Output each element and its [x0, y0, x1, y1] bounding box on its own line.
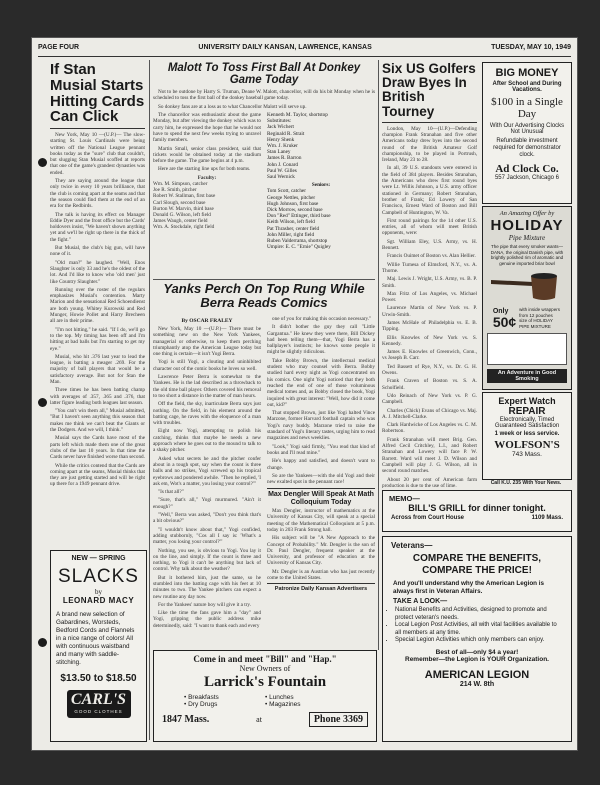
- ad-larricks-phone: Phone 3369: [309, 712, 368, 727]
- ad-bigmoney-sub: After School and During Vacations.: [492, 81, 562, 93]
- ad-watch-store: WOLFSON'S: [494, 439, 560, 451]
- article-golfers-text: [382, 126, 477, 489]
- column-golfers: [382, 61, 477, 489]
- ad-bills-grill: [382, 490, 572, 532]
- lineup-entry: Reginald R. Strait: [267, 130, 305, 137]
- ad-bigmoney-clocks: With Our Advertising Clocks Not Unusual: [489, 123, 565, 135]
- paragraph: For the Yankees' nature boy will give it a try.: [158, 601, 251, 608]
- ad-slacks-brand: LEONARD MACY: [62, 596, 135, 605]
- headline-malott: Malott To Toss First Ball At Donkey Game Today: [167, 62, 361, 87]
- ad-watch-line2: Guaranteed Satisfaction: [494, 423, 560, 429]
- pairing-entry: Clark Hardwicke of Los Angeles vs. C. M. Robertson.: [382, 422, 477, 435]
- ad-legion-address: 214 W. 8th: [459, 680, 495, 688]
- faculty-lineup: [153, 181, 261, 231]
- paragraph: Max Dengler, instructor of mathematics at the University of Kansas City, will speak at a special meeting of the Mathematical Colloquium at 5 p.m. today in 203 Frank Strong hall.: [267, 508, 375, 533]
- ad-legion-price: Best of all—only $4 a year!: [435, 648, 519, 656]
- ad-bills-memo: MEMO—: [389, 494, 420, 503]
- lineup-entry: Wm. A. Stockdale, right field: [153, 224, 215, 231]
- ad-bigmoney-company: Ad Clock Co.: [495, 163, 559, 175]
- ad-larricks-at: at: [256, 715, 262, 724]
- ad-legion-take-a-look: TAKE A LOOK—: [393, 598, 448, 605]
- lineup-entry: Wm. J. Kruker: [267, 143, 298, 150]
- ad-bills-title: BILL'S GRILL for dinner tonight.: [408, 503, 546, 513]
- lineup-entry: Hugh Johnson, first base: [267, 200, 319, 207]
- lineup-entry: Keith Wilson, left field: [267, 219, 315, 226]
- pairing-entry: Max Fritz of Los Angeles, vs. Michael Power.: [382, 290, 477, 304]
- byline: By OSCAR FRALEY: [181, 318, 233, 324]
- header-page-number: PAGE FOUR: [38, 44, 80, 51]
- paragraph: Musial, who hit .376 last year to lead the league, is batting a meager .269. For the majority of ball players that would be a satisfactory average. But not for Stan the Man.: [50, 353, 145, 385]
- paragraph: "I wouldn't know about that," Yogi confided, adding stubbornly, "Cos all I say is: 'What's a matter, you losing your control?'": [153, 526, 261, 546]
- paragraph: Lawrence Peter Berra is somewhat to the Yankees. He is the lad described as a throwback to the old time ball player. Others covered his removal to too short a distance in the matter of man hours.: [153, 374, 261, 399]
- article-yanks-continued: [267, 316, 375, 485]
- lineup-entry: Stan Laney: [267, 149, 291, 156]
- headline-musial: If Stan Musial Starts Hitting Cards Can Click: [50, 62, 145, 129]
- paragraph: Not to be outdone by Harry S. Truman, Deane W. Malott, chancellor, will do his bit Monday when he is scheduled to toss the first ball of the donkey baseball game today.: [153, 89, 375, 102]
- ad-bigmoney-amount: $100 in a Single Day: [491, 96, 563, 120]
- article-musial: [50, 132, 145, 488]
- paragraph: So are the Yankees—with the old Yogi and their new exalted spot in the pennant race!: [267, 472, 375, 486]
- ad-legion-benefits: [395, 607, 563, 645]
- paragraph: "Sure, that's all," Yogi murmured. "Ain't it enough?": [153, 497, 261, 510]
- paragraph: Like the time the fans gave him a "day" and Yogi, gripping the public address mike determinedly, said: "I want to thank each and every: [153, 610, 261, 629]
- section-rule: [153, 279, 375, 280]
- paragraph: Off the field, the sky, inarticulate Berra says just nothing. On the field, in his element around the batting cage, he raves with the eloquence of a man with troubles.: [153, 401, 261, 427]
- paragraph: Running over the roster of the regulars emphasizes Musial's contention. Marty Marion and the sensational Red Schoendienst are both young. Whitey Kurowski and Red Munger, Howie Pollet and Harry Brecheen all are in their prime.: [50, 286, 145, 325]
- fountain-item: • Dry Drugs: [184, 701, 218, 708]
- ad-slacks-by: by: [95, 588, 102, 596]
- seniors-lineup: [267, 188, 375, 250]
- article-dengler-text: [267, 508, 375, 581]
- paragraph: "Old man?" he laughed. "Well, Enos Slaughter is only 33 and he's the oldest of the lot. And I'd like to know who 'old men' just like Country Slaughter.": [50, 259, 145, 285]
- ad-watch-title: Expert Watch: [498, 396, 556, 406]
- ad-holiday-only: Only: [492, 307, 509, 315]
- headline-yanks: Yanks Perch On Top Rung While Berra Reads Comics: [163, 281, 365, 310]
- article-malott-col-b: [267, 112, 375, 250]
- patronize-notice: Patronize Daily Kansan Advertisers: [267, 583, 375, 592]
- binder-hole: [38, 398, 47, 407]
- ad-larricks-address: 1847 Mass.: [162, 714, 210, 725]
- ad-legion-greeting: Veterans—: [391, 541, 433, 550]
- fountain-item: • Magazines: [265, 701, 301, 708]
- paragraph: His subject will be "A New Approach to the Concept of Probability." Mr. Dengler is the son of Dr. Paul Dengler, frequent speaker at the University, and professor of education at the University of Kansas City.: [267, 535, 375, 567]
- pairing-entry: James McHale of Philadelphia vs. E. B. Tipping.: [382, 320, 477, 333]
- ad-legion-reminder: Remember—the Legion is YOUR Organization.: [405, 655, 549, 663]
- ad-larricks-owners: New Owners of: [239, 664, 291, 673]
- headline-dengler: Max Dengler Will Speak At Math Colloquium Today: [268, 491, 374, 506]
- ad-bills-location: Across from Court House: [391, 515, 465, 521]
- lineup-entry: Substitutes:: [267, 118, 292, 125]
- column-rule: [149, 60, 150, 740]
- ad-larricks-name: Larrick's Fountain: [203, 674, 327, 690]
- ad-big-money: [482, 62, 572, 204]
- ad-holiday-terms: with inside wrappers from 12 pouches size of HOLIDAY PIPE MIXTURE: [519, 307, 560, 329]
- ad-slacks-price: $13.50 to $18.50: [60, 673, 137, 684]
- benefit-item: • Local Legion Post Activities, all with vital facilities available to all members at any time.: [395, 622, 563, 637]
- article-malott: [153, 62, 375, 277]
- ad-bigmoney-note: Refundable investment required for demonstrator clock.: [493, 138, 561, 158]
- pairing-entry: Frank Craven of Boston vs. S. A. Scholfield.: [382, 378, 477, 391]
- lineup-entry: Burton W. Marvin, third base: [153, 205, 214, 212]
- headline-golfers: Six US Golfers Draw Byes In British Tourney: [382, 62, 477, 123]
- lineup-entry: Henry Shenk: [267, 136, 295, 143]
- paragraph: The chancellor was enthusiastic about the game Monday, but after viewing the donkey which was to carry him, he expressed the hope that he would not have to spend the next few weeks trying to unravel family members.: [153, 112, 261, 144]
- ad-bills-footer: [391, 515, 563, 521]
- lineup-entry: Paul W. Gilles: [267, 167, 297, 174]
- ad-holiday-intro: An Amazing Offer by: [499, 210, 555, 217]
- paragraph: Here are the starting line ups for both teams.: [158, 166, 251, 173]
- paragraph: "Look," Yogi said firmly, "You read that kind of books and I'll read mine.": [267, 443, 375, 456]
- paragraph: About 20 per cent of American farm production is due to the use of lime.: [382, 476, 477, 489]
- coupon-box[interactable]: [487, 333, 567, 365]
- header-date: TUESDAY, MAY 10, 1949: [491, 44, 571, 51]
- article-yanks-text: [153, 326, 261, 629]
- paragraph: "Well," Berra was asked, "Don't you think that's a bit obvious?": [153, 512, 261, 525]
- ad-larricks-items: [184, 694, 346, 708]
- pairing-entry: James E. Knowles of Greenwich, Conn., vs Joseph B. Carr.: [382, 349, 477, 362]
- lineup-entry: John J. Conard: [267, 161, 298, 168]
- paragraph: It didn't bother the guy they call "Little Gargantua." He knew they were there, Bill Dickey had been telling them—that, Yogi Berra has a ballplayer's instincts; he knows some people it might be slightly ridiculous.: [267, 324, 375, 356]
- paragraph: The talk is having its effect on Manager Eddie Dyer and the front office but the Cards' holdovers insist, "We haven't shown anything yet and we'll be right up there in the thick of the fight.": [50, 211, 145, 243]
- paragraph: Asked what secrets he and the pitcher confer about in a tough spot, say when the count is three balls and no strikes, Yogi screwed up his tropical eyebrows and pondered awhile. "Then he replied, 'I ask em, Wot's a matter, you losing your control?'": [153, 455, 261, 487]
- paragraph: So donkey fans are at a loss as to what Chancellor Malott will serve up.: [158, 103, 307, 110]
- page-header: [38, 44, 571, 57]
- paragraph: In all, 39 U.S. standouts were entered in the field of 384 players. Besides Stranahan, the Americans who drew first round byes were Lt. Willis Johnson, a U.S. army officer stationed in Germany; Robert Stranahan, brother of Frank; Ed Lowery of San Francisco, Ernest Ward of Boston and Bill Campbell of Huntington, W. Va.: [382, 165, 477, 216]
- paragraph: Nothing, you see, is obvious to Yogi. You lay it on the line, and simply. If the count is three and nothing, to Yogi it can't be anything but lack of control. Why talk about the weather?: [153, 547, 261, 573]
- faculty-title: Faculty:: [197, 174, 217, 181]
- seniors-title: Seniors:: [311, 182, 331, 189]
- paragraph: Frank Stranahan will meet Brig. Gen. Alfred Cecil Critchley, L.I., and Robert Stranahan and Lowery will face P. W. Barrett. Ward will meet J. D. Wilson and Campbell will play J. G. Wilson, all in second round matches.: [382, 436, 477, 475]
- lineup-entry: Joe R. Smith, pitcher: [153, 187, 197, 194]
- benefit-item: • Special Legion Activities which only members can enjoy.: [395, 637, 563, 645]
- paragraph: Martin Small, senior class president, said that tickets would be obtained today at the stadium before the game. The game begins at 4 p.m.: [153, 145, 261, 165]
- lineup-entry: James R. Barron: [267, 155, 302, 162]
- newspaper-page: [32, 38, 577, 750]
- ad-bigmoney-title: BIG MONEY: [495, 67, 559, 79]
- paragraph: But it bothered him, just the same, so he stumbled into the batting cage with his feet at 10 minutes to two. The Yankee pitchers can expect a new routine any day now.: [153, 574, 261, 600]
- paragraph: "You can't win them all," Musial admitted, "But I haven't seen anything this season that makes me think we can't beat the Giants or the Dodgers. And we will, I think.": [50, 408, 145, 434]
- pairing-entry: Ellis Knowles of New York vs. S. Kennedy.: [382, 334, 477, 347]
- article-yanks-col-b: [267, 316, 375, 646]
- lineup-entry: Pat Thrasher, center field: [267, 225, 320, 232]
- paragraph: First round pairings for the 14 other U.S. entries, all of whom will meet British opponents, were:: [382, 217, 477, 237]
- lineup-entry: James Waugh, center field: [153, 218, 208, 225]
- lineup-entry: Umpire: E. C. "Ernie" Quigley: [267, 244, 331, 251]
- ad-legion-name: AMERICAN LEGION: [424, 668, 530, 681]
- paragraph: New York, May 10 —(U.P.)— There must be something new on the New York Yankees, managerial or otherwise, to keep them perching triumphantly atop the American League today but one thing is certain—it isn't Yogi Berra.: [153, 326, 261, 358]
- pairing-entry: Udo Reinach of New York vs. P. G. Campbell.: [382, 392, 477, 406]
- ad-holiday-price: 50¢: [492, 313, 517, 330]
- lineup-entry: Robert W. Stallman, first base: [153, 193, 216, 200]
- lineup-entry: John Miller, right field: [267, 231, 315, 238]
- ad-larricks-footer: [162, 712, 368, 727]
- header-masthead: UNIVERSITY DAILY KANSAN, LAWRENCE, KANSAS: [198, 44, 372, 51]
- paragraph: Three times he has been batting champ with averages of .357, .365 and .376, that latter figure leading both leagues last season.: [50, 387, 145, 406]
- binder-hole: [38, 638, 47, 647]
- fountain-item: • Lunches: [265, 694, 294, 701]
- paragraph: They are saying around the league that only twice in every 10 years brilliance, that the club is coming apart at the seams and that the season could find them at the end of an era for the Redbirds.: [50, 178, 145, 210]
- carls-logo-name: CARL'S: [70, 691, 127, 708]
- paragraph: "I'm not hitting," he said. "If I do, we'll go to the top. My timing has been off and I'm hitting at bad balls but I'm starting to get my eye.": [50, 326, 145, 352]
- ad-larricks: [153, 650, 377, 742]
- news-call-notice: Call K.U. 235 With Your News.: [490, 480, 562, 486]
- article-dengler: [267, 488, 375, 592]
- paragraph: Eight now Yogi, attempting to polish his catching, thinks that maybe he needs a new approach where he goes out to the mound to talk to a shaky pitcher.: [153, 428, 261, 454]
- paragraph: He's happy and satisfied, and doesn't want to change.: [267, 458, 375, 471]
- paragraph: London, May 10—(U.P.)—Defending champion Frank Stranahan and five other Americans today drew byes into the second round of the British Amateur Golf championship, to be played in Portrush, Ireland, May 23 to 28.: [382, 125, 477, 164]
- ad-legion-headline: COMPARE THE BENEFITS, COMPARE THE PRICE!: [412, 553, 542, 576]
- article-malott-lead: [153, 89, 375, 110]
- pairing-entry: Charles (Chick) Evans of Chicago vs. Maj. A. J. Mitchell-Clarke.: [382, 407, 477, 420]
- lineup-entry: Dick Morrow, second base: [267, 207, 323, 214]
- paragraph: Mr. Dengler is an Austrian who has just recently come to the United States.: [267, 568, 375, 582]
- headline-block-yanks: [153, 282, 375, 312]
- ad-watch-address: 743 Mass.: [512, 451, 542, 458]
- ad-watch-repair: [482, 392, 572, 480]
- ad-watch-repair-label: REPAIR: [508, 406, 546, 417]
- ad-watch-line1: Electronically, Timed: [499, 417, 555, 423]
- ad-bigmoney-address: 557 Jackson, Chicago 6: [494, 175, 560, 181]
- carls-logo: [67, 690, 131, 718]
- ad-larricks-intro: Come in and meet "Bill" and "Hap.": [193, 654, 337, 664]
- lineup-entry: Don "Red" Ettinger, third base: [267, 213, 331, 220]
- pairing-entry: Sgt. William Eley, U.S. Army, vs. H. Bennett.: [382, 238, 477, 252]
- ad-holiday-price-row: [483, 307, 571, 329]
- lineup-entry: Kenneth M. Taylor, shortstop: [267, 112, 328, 119]
- substitutes-lineup: [267, 112, 375, 180]
- ad-holiday-product: Pipe Mixture: [508, 234, 546, 242]
- paragraph: "Is that all?": [158, 489, 184, 496]
- pairing-entry: Ted Bassett of Rye, N.Y., vs. Dr. G. H. Owens.: [382, 363, 477, 377]
- ad-bills-address: 1109 Mass.: [531, 515, 563, 521]
- article-yanks-col-a: [153, 316, 261, 646]
- pairing-entry: Francis Ouimet of Boston vs. Alan Hellier.: [387, 253, 476, 260]
- paragraph: Yogi is still Yogi, a clouting and uninhibited character out of the comic books he loves so well.: [153, 359, 261, 372]
- ad-slacks-title: SLACKS: [58, 566, 139, 587]
- paragraph: Take Bobby Brown, the intellectual medical student who may counsel with Berra. Bobby studied hard every night as Yogi concentrated on his comics. One night Yogi noticed that they both reached the end of one of those voluminous medical tomes and, as Bobby closed the book, Yogi inquired with great interest: "Well, how did it come out, kid?": [267, 357, 375, 408]
- column-rule: [378, 60, 379, 650]
- lineup-entry: Ruben Valderrama, shortstop: [267, 238, 328, 245]
- paragraph: one of you for making this occasion necessary.": [272, 316, 372, 322]
- pairing-entry: Maj. Lewis J. Wright, U.S. Army, vs. B. P. Smith.: [382, 276, 477, 289]
- lineup-entry: Jack Wichert: [267, 124, 294, 131]
- ad-slacks-body: A brand new selection of Gabardines, Worsteds, Bedford Cords and Flannels in a nice range of colors! All with continuous waistband and many with saddle-stitching.: [56, 611, 135, 666]
- lineup-entry: Tom Scott, catcher: [267, 188, 306, 195]
- ad-slacks-kicker: NEW — SPRING: [71, 555, 126, 562]
- lineup-entry: Wm. M. Simpson, catcher: [153, 180, 208, 187]
- ad-legion-intro: And you'll understand why the American Legion is always first in Veteran Affairs.: [393, 580, 545, 595]
- ad-holiday-slogan: An Adventure in Good Smoking: [487, 369, 567, 383]
- paragraph: That stopped Brown, just like Yogi halted Vince Marzone, former Harvard football captain who was Yogi's navy buddy. Marzone tried to raise the standard of Yogi's literary tastes, urging him to read magazines and news weeklies.: [267, 410, 375, 442]
- ad-holiday-pipe: [482, 206, 572, 390]
- carls-logo-tagline: GOOD CLOTHES: [74, 709, 123, 714]
- pairing-entry: Laurence Martin of New York vs. P. Urwin-Smith.: [382, 305, 477, 318]
- column-musial: [50, 62, 145, 562]
- pipe-icon: [487, 268, 567, 302]
- article-malott-col-a: [153, 112, 261, 250]
- fountain-item: • Breakfasts: [184, 694, 219, 701]
- binder-hole: [38, 158, 47, 167]
- paragraph: Musial says the Cards have most of the parts left which made them one of the great clubs of the last 10 years. In that time the Cards never have finished worse than second.: [50, 435, 145, 461]
- lineup-entry: George Nettles, pitcher: [267, 194, 316, 201]
- ad-slacks: [50, 550, 147, 742]
- ad-watch-service: 1 week or less service.: [494, 431, 560, 437]
- paragraph: New York, May 10 —(U.P.)— The slow-starting St. Louis Cardinals were being written off the National League pennant books today as the "sure" club that couldn't, but slugging Stan Musial scoffed at reports that one of the game's grandest dynasties was ended.: [50, 132, 145, 176]
- paragraph: But Musial, the club's big gun, will have none of it.: [50, 245, 145, 258]
- paragraph: While the critics contend that the Cards are coming apart at the seams, Musial thinks that they are just getting started and will be right up there for a 1949 pennant drive.: [50, 462, 145, 488]
- lineup-entry: Donald G. Wilson, left field: [153, 211, 211, 218]
- lineup-entry: Carl Slough, second base: [153, 199, 206, 206]
- ad-american-legion: [382, 536, 572, 742]
- pairing-entry: Willie Turnesa of Elmsford, N.Y., vs. A. Thorne.: [382, 261, 477, 274]
- lineup-entry: Saul Wernick: [267, 174, 295, 181]
- ad-holiday-desc: The pipe that every smoker wants—DANA, the original Danish pipe, with brightly polished rim of aromatic and genuine imported briar bowl: [490, 244, 564, 266]
- ad-holiday-brand: HOLIDAY: [490, 217, 564, 234]
- benefit-item: • National Benefits and Activities, designed to promote and protect veteran's needs.: [395, 607, 563, 622]
